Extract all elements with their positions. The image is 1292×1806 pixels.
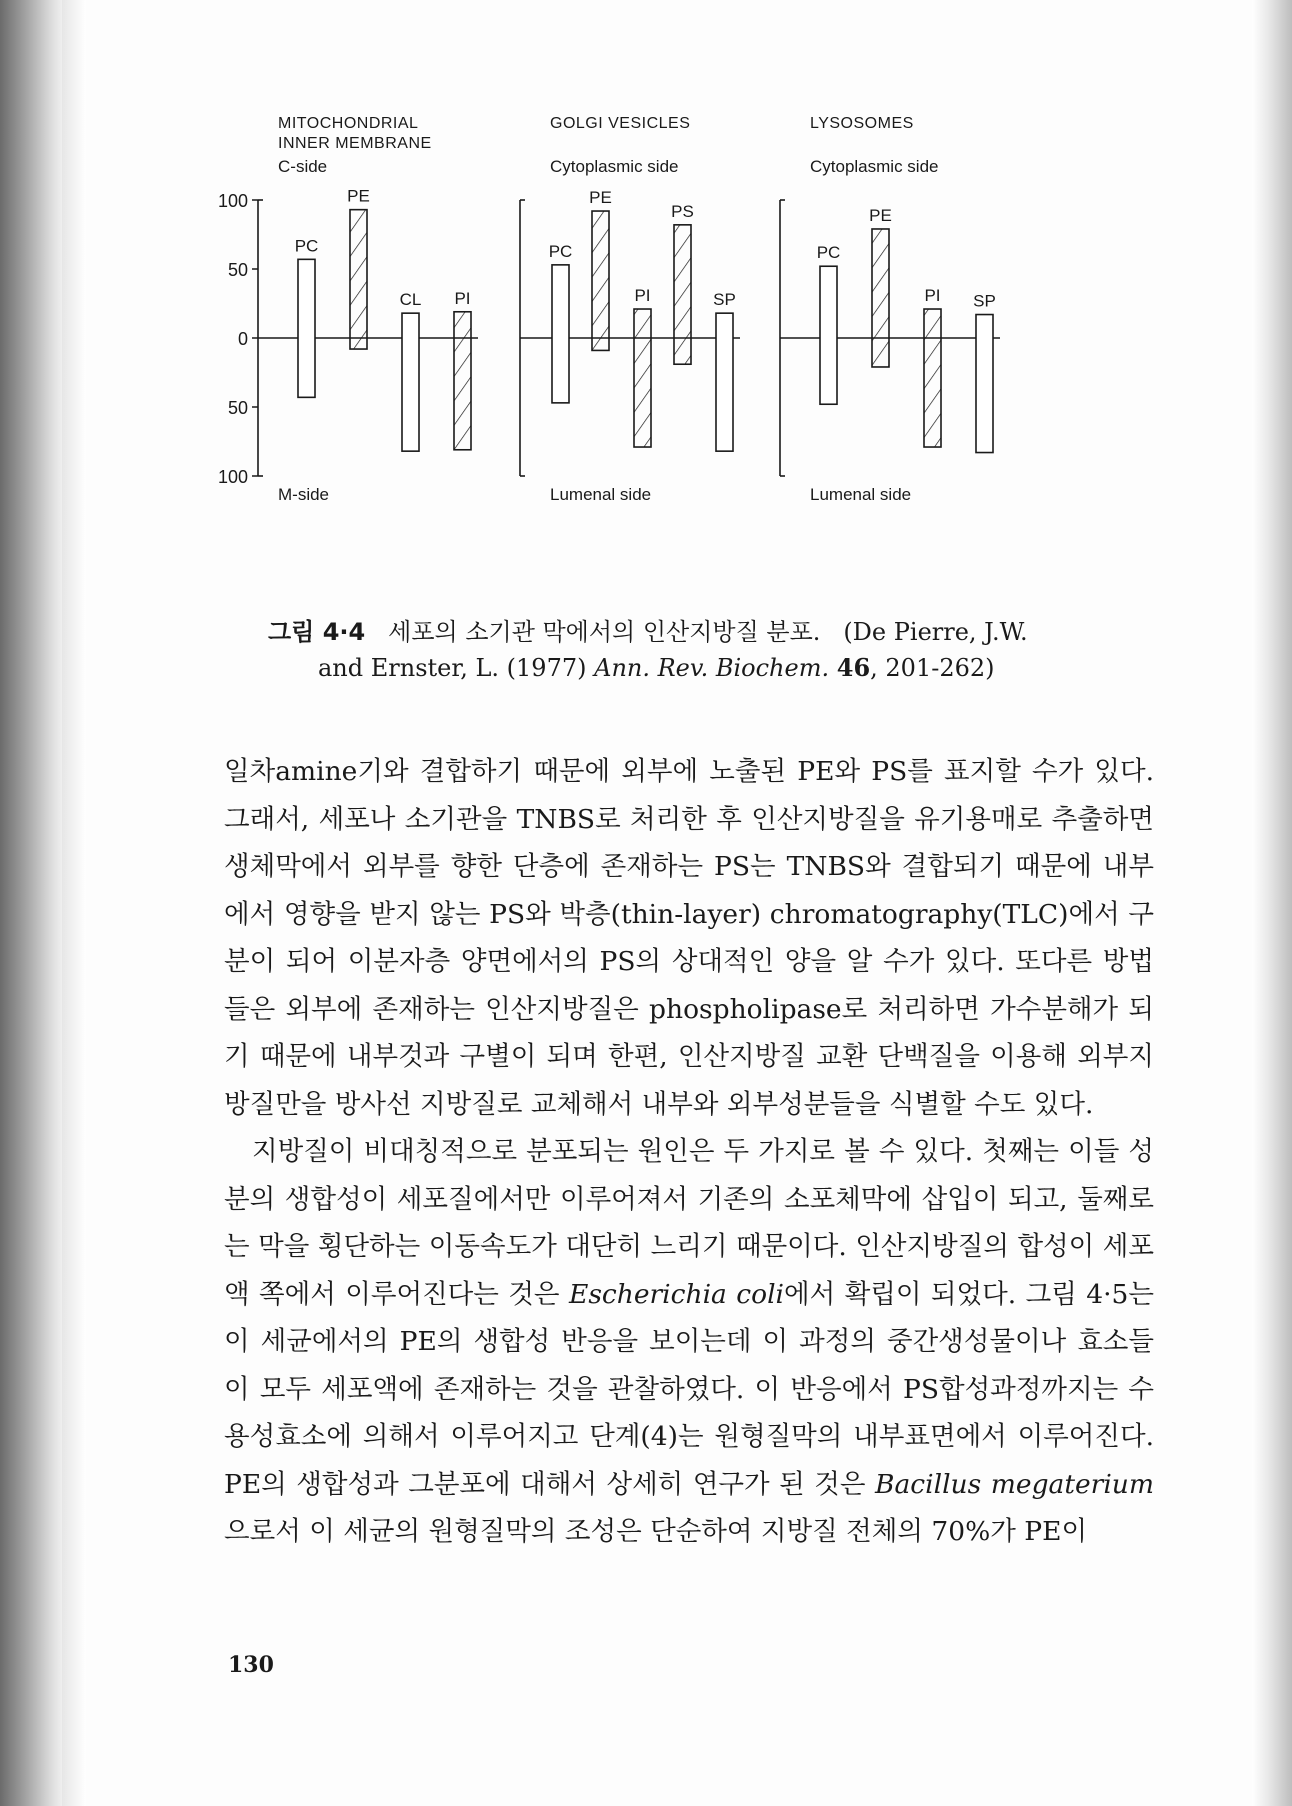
caption-line-2 <box>268 650 1168 686</box>
figure-caption <box>268 614 1168 686</box>
species-bacillus: Bacillus megaterium <box>875 1468 1154 1500</box>
bar-label: SP <box>973 291 996 311</box>
bar-pi <box>454 312 471 450</box>
bottom-side-label: M-side <box>278 485 330 504</box>
panel-title: MITOCHONDRIAL <box>278 115 419 132</box>
bar-label: PE <box>347 186 370 206</box>
bar-pc <box>298 259 315 397</box>
bar-sp <box>976 315 993 453</box>
bar-label: CL <box>399 290 422 310</box>
y-tick-label: 100 <box>217 467 248 487</box>
bar-pe <box>350 210 367 349</box>
y-tick-label: 50 <box>227 398 248 418</box>
bottom-side-label: Lumenal side <box>550 485 652 504</box>
book-left-edge <box>0 0 62 1806</box>
panel-title: INNER MEMBRANE <box>278 135 432 152</box>
panel-title: LYSOSOMES <box>810 115 914 132</box>
caption-label: 그림 4·4 <box>268 618 366 646</box>
bar-label: PC <box>294 236 319 256</box>
paragraph-2 <box>224 1128 1154 1556</box>
paragraph-2-part-a: 지방질이 비대칭적으로 분포되는 원인은 두 가지로 볼 수 있다. 첫째는 이들 성분의 생합성이 세포질에서만 이루어져서 기존의 소포체막에 삽입이 되고, 둘째로는 막을 횡단하는 이동속도가 대단히 느리기 때문이다. 인산지방질의 합성이 세포액 쪽에서 이루어진다는 것은 <box>224 1136 1154 1310</box>
bar-label: PI <box>924 286 941 306</box>
chart-svg <box>217 110 1170 600</box>
caption-ref-year: and Ernster, L. (1977) <box>318 654 587 682</box>
bar-label: PE <box>589 188 612 208</box>
phospholipid-distribution-chart <box>217 110 1170 600</box>
caption-ref-author: (De Pierre, J.W. <box>843 618 1028 646</box>
bar-cl <box>402 313 419 451</box>
caption-volume: 46 <box>836 653 871 682</box>
bottom-side-label: Lumenal side <box>810 485 912 504</box>
panel-title: GOLGI VESICLES <box>550 115 691 132</box>
top-side-label: Cytoplasmic side <box>550 157 679 176</box>
top-side-label: C-side <box>278 157 328 176</box>
y-tick-label: 50 <box>227 260 248 280</box>
bar-sp <box>716 313 733 451</box>
y-tick-label: 0 <box>237 329 248 349</box>
paragraph-1: 일차amine기와 결합하기 때문에 외부에 노출된 PE와 PS를 표지할 수가 있다. 그래서, 세포나 소기관을 TNBS로 처리한 후 인산지방질을 유기용매로 추출하면 생체막에서 외부를 향한 단층에 존재하는 PS는 TNBS와 결합되기 때문에 내부에서 영향을 받지 않는 PS와 박층(thin-layer) chromatography(TLC)에서 구분이 되어 이분자층 양면에서의 PS의 상대적인 양을 알 수가 있다. 또다른 방법들은 외부에 존재하는 인산지방질은 phospholipase로 처리하면 가수분해가 되기 때문에 내부것과 구별이 되며 한편, 인산지방질 교환 단백질을 이용해 외부지방질만을 방사선 지방질로 교체해서 내부와 외부성분들을 식별할 수도 있다. <box>224 756 1154 1120</box>
bar-pc <box>820 266 837 404</box>
caption-text: 세포의 소기관 막에서의 인산지방질 분포. <box>388 618 821 646</box>
bar-pe <box>592 211 609 350</box>
y-tick-label: 100 <box>217 191 248 211</box>
caption-pages: , 201-262) <box>870 654 995 682</box>
paragraph-2-part-e: 으로서 이 세균의 원형질막의 조성은 단순하여 지방질 전체의 70%가 PE이 <box>224 1516 1088 1547</box>
bar-label: PC <box>816 243 841 263</box>
page-number: 130 <box>228 1652 274 1678</box>
top-side-label: Cytoplasmic side <box>810 157 939 176</box>
bar-label: PI <box>634 286 651 306</box>
bar-label: PS <box>671 201 694 221</box>
bar-label: PI <box>454 288 471 308</box>
species-ecoli: Escherichia coli <box>568 1278 785 1310</box>
paragraph-2-part-c: 에서 확립이 되었다. 그림 4·5는 이 세균에서의 PE의 생합성 반응을 보이는데 이 과정의 중간생성물이나 효소들이 모두 세포액에 존재하는 것을 관찰하였다. 이 반응에서 PS합성과정까지는 수용성효소에 의해서 이루어지고 단계(4)는 원형질막의 내부표면에서 이루어진다. PE의 생합성과 그분포에 대해서 상세히 연구가 된 것은 <box>224 1278 1154 1500</box>
bar-label: PE <box>869 205 892 225</box>
bar-pi <box>634 309 651 447</box>
body-text <box>224 748 1154 1556</box>
bar-label: SP <box>713 290 736 310</box>
bar-ps <box>674 225 691 364</box>
bar-pc <box>552 265 569 403</box>
bar-label: PC <box>548 241 573 261</box>
bar-pi <box>924 309 941 447</box>
book-page-shadow <box>62 0 86 1806</box>
caption-journal: Ann. Rev. Biochem. <box>594 654 830 682</box>
book-right-edge <box>1252 0 1292 1806</box>
bar-pe <box>872 229 889 367</box>
